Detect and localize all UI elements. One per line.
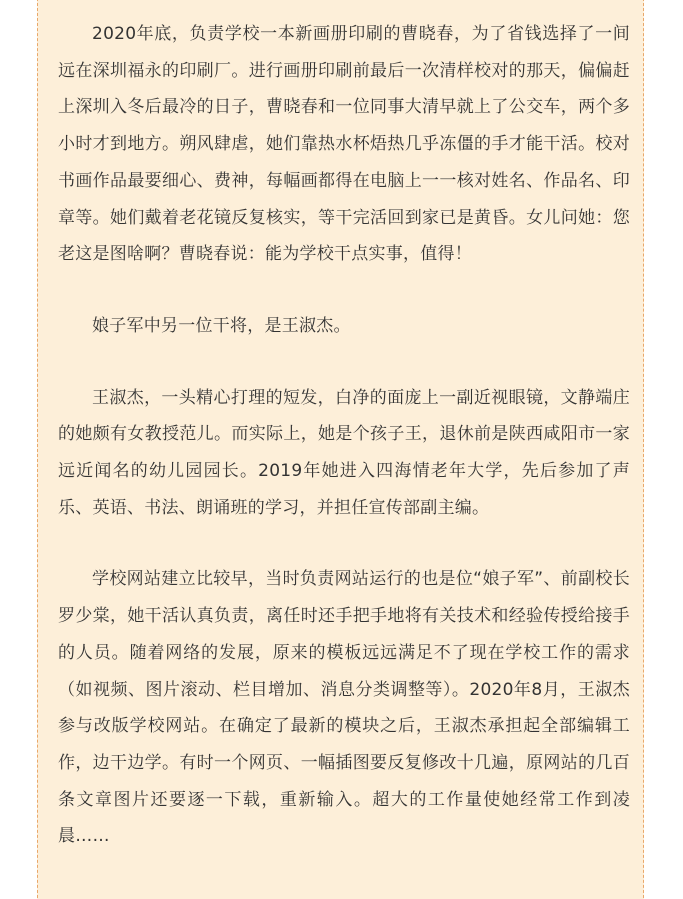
paragraph-1: 2020年底，负责学校一本新画册印刷的曹晓春，为了省钱选择了一间远在深圳福永的印刷厂。进行画册印刷前最后一次清样校对的那天，偏偏赶上深圳入冬后最冷的日子，曹晓春和一位同事大清早就上了公交车，两个多小时才到地方。朔风肆虐，她们靠热水杯焐热几乎冻僵的手才能干活。校对书画作品最要细心、费神，每幅画都得在电脑上一一核对姓名、作品名、印章等。她们戴着老花镜反复核实，等干完活回到家已是黄昏。女儿问她：您老这是图啥啊？曹晓春说：能为学校干点实事，值得！ — [58, 24, 630, 265]
article-body — [58, 16, 630, 890]
paragraph-4: 学校网站建立比较早，当时负责网站运行的也是位“娘子军”、前副校长罗少棠，她干活认真负责，离任时还手把手地将有关技术和经验传授给接手的人员。随着网络的发展，原来的模板远远满足不了现在学校工作的需求（如视频、图片滚动、栏目增加、消息分类调整等）。2020年8月，王淑杰参与改版学校网站。在确定了最新的模块之后，王淑杰承担起全部编辑工作，边干边学。有时一个网页、一幅插图要反复修改十几遍，原网站的几百条文章图片还要逐一下载，重新输入。超大的工作量使她经常工作到凌晨…… — [58, 569, 630, 847]
paragraph-3: 王淑杰，一头精心打理的短发，白净的面庞上一副近视眼镜，文静端庄的她颇有女教授范儿。而实际上，她是个孩子王，退休前是陕西咸阳市一家远近闻名的幼儿园园长。2019年她进入四海情老年大学，先后参加了声乐、英语、书法、朗诵班的学习，并担任宣传部副主编。 — [58, 387, 630, 518]
paragraph-2: 娘子军中另一位干将，是王淑杰。 — [92, 315, 351, 336]
